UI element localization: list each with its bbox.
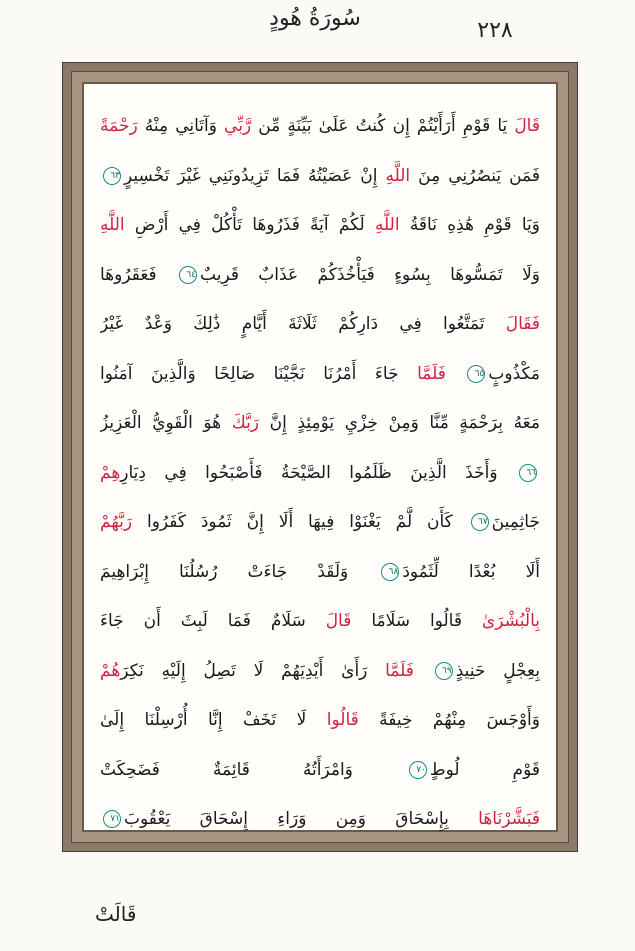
text-line [100,102,540,152]
verse-text: وَلَا تَمَسُّوهَا بِسُوءٍ فَيَأْخُذَكُمْ عَذَابٌ قَرِيبٌ [200,264,540,285]
verse-text: تَمَتَّعُوا فِي دَارِكُمْ ثَلَاثَةَ أَيَّامٍ ذَٰلِكَ وَعْدٌ غَيْرُ [100,314,506,334]
text-line [100,498,540,548]
verse-text: إِنْ عَصَيْتُهُ فَمَا تَزِيدُونَنِي غَيْرَ تَخْسِيرٍ [124,165,386,186]
page-number: ٢٢٨ [477,18,513,43]
ayah-number-marker: ٦٥ [467,365,485,383]
highlighted-word: اللَّهِ [374,215,400,235]
highlighted-word: قَالُوا [326,710,359,730]
verse-text: وَامْرَأَتُهُ قَائِمَةٌ فَضَحِكَتْ [100,759,406,780]
highlighted-word: رَحْمَةً [100,116,138,136]
verse-text: لَا تَخَفْ إِنَّا أُرْسِلْنَا إِلَىٰ [100,710,327,730]
highlighted-word: رَبَّكَ [231,413,260,433]
highlighted-word: فَلَمَّا [417,363,465,384]
highlighted-word: اللَّهِ [385,165,411,186]
quran-text [100,102,540,829]
highlighted-word: فَلَمَّا [385,660,432,681]
ayah-number-marker: ٦٨ [381,563,399,581]
text-line [100,251,540,301]
text-line [100,350,540,400]
ayah-number-marker: ٧١ [103,810,121,828]
text-line [100,201,540,251]
verse-text: فَمَن يَنصُرُنِي مِنَ [410,165,540,186]
ayah-number-marker: ٦٣ [103,167,121,185]
text-line [100,300,540,350]
highlighted-word: فَبَشَّرْنَاهَا [478,809,540,829]
text-line [100,795,540,845]
verse-text: هُوَ الْقَوِيُّ الْعَزِيزُ [100,413,232,433]
verse-text: بِعِجْلٍ حَنِيذٍ [455,660,540,681]
page-frame-border [71,71,569,843]
highlighted-word: بِالْبُشْرَىٰ [481,611,540,631]
verse-text: وَيَا قَوْمِ هَٰذِهِ نَاقَةُ [399,215,540,235]
highlighted-word: رَبَّهُمْ [100,512,133,532]
verse-text: لَكُمْ آيَةً فَذَرُوهَا تَأْكُلْ فِي أَرْضِ [124,215,375,235]
verse-text: مَعَهُ بِرَحْمَةٍ مِّنَّا وَمِنْ خِزْيِ يَوْمِئِذٍ إِنَّ [259,413,540,433]
verse-text: قَوْمِ لُوطٍ [429,759,540,780]
verse-text: وَلَقَدْ جَاءَتْ رُسُلُنَا إِبْرَاهِيمَ [100,561,379,582]
verse-text: فَعَقَرُوهَا [100,264,177,285]
ayah-number-marker: ٧٠ [409,761,427,779]
ayah-number-marker: ٦٤ [179,266,197,284]
highlighted-word: رَّبِّي [224,116,252,136]
text-line [100,597,540,647]
verse-text: مَكْذُوبٍ [488,363,540,384]
verse-text: بِإِسْحَاقَ وَمِن وَرَاءِ إِسْحَاقَ يَعْقُوبَ [124,809,479,829]
verse-text: وَأَوْجَسَ مِنْهُمْ خِيفَةً [358,710,540,730]
text-line [100,696,540,746]
text-line [100,647,540,697]
text-line [100,548,540,598]
verse-text: أَلَا بُعْدًا لِّثَمُودَ [402,561,540,582]
verse-text: رَأَىٰ أَيْدِيَهُمْ لَا تَصِلُ إِلَيْهِ نَكِرَ [120,660,386,681]
catchword: قَالَتْ [95,902,137,926]
highlighted-word: قَالَ [514,116,540,136]
verse-text: وَأَخَذَ الَّذِينَ ظَلَمُوا الصَّيْحَةُ فَأَصْبَحُوا فِي دِيَارِ [120,462,516,483]
verse-text: يَا قَوْمِ أَرَأَيْتُمْ إِن كُنتُ عَلَىٰ بَيِّنَةٍ مِّن [251,116,515,136]
ayah-number-marker: ٦٩ [435,662,453,680]
highlighted-word: اللَّهِ [100,215,125,235]
verse-text: قَالُوا سَلَامًا [351,611,482,631]
surah-title: سُورَةُ هُودٍ [269,6,361,31]
page-frame [62,62,578,852]
text-line [100,449,540,499]
highlighted-word: هُمْ [100,660,121,681]
verse-text: جَاءَ أَمْرُنَا نَجَّيْنَا صَالِحًا وَالَّذِينَ آمَنُوا [100,363,418,384]
highlighted-word: فَقَالَ [505,314,540,334]
text-panel [82,82,558,832]
verse-text: سَلَامٌ فَمَا لَبِثَ أَن جَاءَ [100,611,326,631]
verse-text: كَأَن لَّمْ يَغْنَوْا فِيهَا أَلَا إِنَّ ثَمُودَ كَفَرُوا [132,512,468,532]
highlighted-word: قَالَ [325,611,352,631]
ayah-number-marker: ٦٦ [519,464,537,482]
verse-text: جَاثِمِينَ [491,512,540,532]
page-header [0,0,635,60]
text-line [100,152,540,202]
verse-text: وَآتَانِي مِنْهُ [137,116,225,136]
highlighted-word: هِمْ [100,462,121,483]
ayah-number-marker: ٦٧ [471,513,489,531]
text-line [100,746,540,796]
text-line [100,399,540,449]
